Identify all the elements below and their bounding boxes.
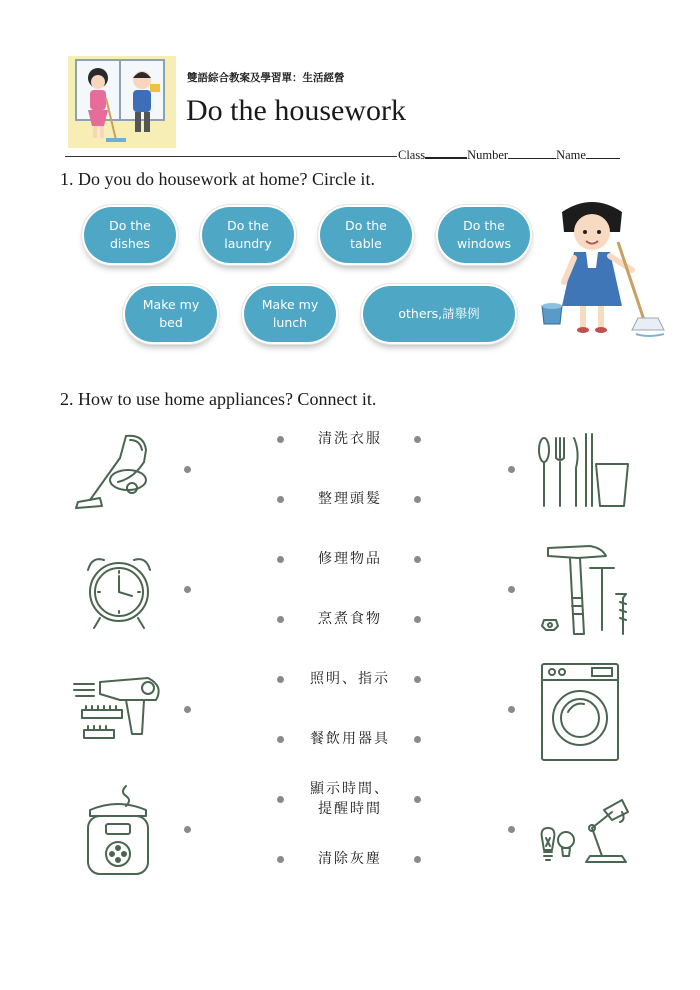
cutlery-icon xyxy=(536,432,632,512)
hair-dryer-icon xyxy=(70,674,166,750)
kids-cleaning-window-icon xyxy=(66,54,178,150)
option-do-the-table[interactable]: Do the table xyxy=(320,207,412,263)
number-field[interactable] xyxy=(508,147,556,159)
question-1-prompt: 1. Do you do housework at home? Circle it. xyxy=(60,169,375,189)
word-lighting: 照明、指示 xyxy=(310,671,390,687)
rice-cooker-icon xyxy=(80,782,156,882)
word-dot-right[interactable] xyxy=(414,556,421,563)
word-tableware: 餐飲用器具 xyxy=(310,731,390,747)
word-dot-right[interactable] xyxy=(414,616,421,623)
class-label: Class xyxy=(398,148,426,162)
word-dot-right[interactable] xyxy=(414,496,421,503)
number-label: Number xyxy=(467,148,509,162)
word-dot-right[interactable] xyxy=(414,436,421,443)
vacuum-cleaner-icon xyxy=(70,428,154,512)
word-dot-left[interactable] xyxy=(277,736,284,743)
word-style-hair: 整理頭髮 xyxy=(318,491,382,507)
word-remove-dust: 清除灰塵 xyxy=(318,851,382,867)
word-wash-clothes: 清洗衣服 xyxy=(318,431,382,447)
connect-dot-left-2[interactable] xyxy=(184,586,191,593)
girl-mopping-icon xyxy=(540,196,668,342)
connect-dot-left-3[interactable] xyxy=(184,706,191,713)
option-others[interactable]: others,請舉例 xyxy=(363,286,515,342)
name-field[interactable] xyxy=(586,147,620,159)
header-divider xyxy=(65,156,397,157)
word-dot-left[interactable] xyxy=(277,616,284,623)
student-info-line xyxy=(398,146,620,163)
class-field[interactable] xyxy=(425,146,467,159)
connect-dot-right-2[interactable] xyxy=(508,586,515,593)
connect-dot-left-1[interactable] xyxy=(184,466,191,473)
word-dot-left[interactable] xyxy=(277,856,284,863)
word-dot-right[interactable] xyxy=(414,736,421,743)
subtitle: 雙語綜合教案及學習單：生活經營 xyxy=(187,72,345,84)
connect-dot-right-1[interactable] xyxy=(508,466,515,473)
option-do-the-windows[interactable]: Do the windows xyxy=(438,207,530,263)
option-make-my-bed[interactable]: Make my bed xyxy=(125,286,217,342)
connect-dot-left-4[interactable] xyxy=(184,826,191,833)
question-2-prompt: 2. How to use home appliances? Connect it. xyxy=(60,389,377,409)
word-dot-left[interactable] xyxy=(277,436,284,443)
word-dot-left[interactable] xyxy=(277,556,284,563)
word-dot-left[interactable] xyxy=(277,496,284,503)
tools-icon xyxy=(540,542,632,640)
connect-dot-right-3[interactable] xyxy=(508,706,515,713)
word-cook-food: 烹煮食物 xyxy=(318,611,382,627)
connect-dot-right-4[interactable] xyxy=(508,826,515,833)
word-dot-left[interactable] xyxy=(277,676,284,683)
word-dot-right[interactable] xyxy=(414,676,421,683)
word-show-time: 顯示時間、 提醒時間 xyxy=(310,781,390,817)
page-title: Do the housework xyxy=(186,94,406,127)
option-make-my-lunch[interactable]: Make my lunch xyxy=(244,286,336,342)
washing-machine-icon xyxy=(538,662,622,762)
lamp-icon xyxy=(538,798,630,868)
alarm-clock-icon xyxy=(82,552,156,632)
name-label: Name xyxy=(556,148,586,162)
word-dot-right[interactable] xyxy=(414,796,421,803)
option-do-the-laundry[interactable]: Do the laundry xyxy=(202,207,294,263)
word-repair-items: 修理物品 xyxy=(318,551,382,567)
word-dot-left[interactable] xyxy=(277,796,284,803)
option-do-the-dishes[interactable]: Do the dishes xyxy=(84,207,176,263)
word-dot-right[interactable] xyxy=(414,856,421,863)
